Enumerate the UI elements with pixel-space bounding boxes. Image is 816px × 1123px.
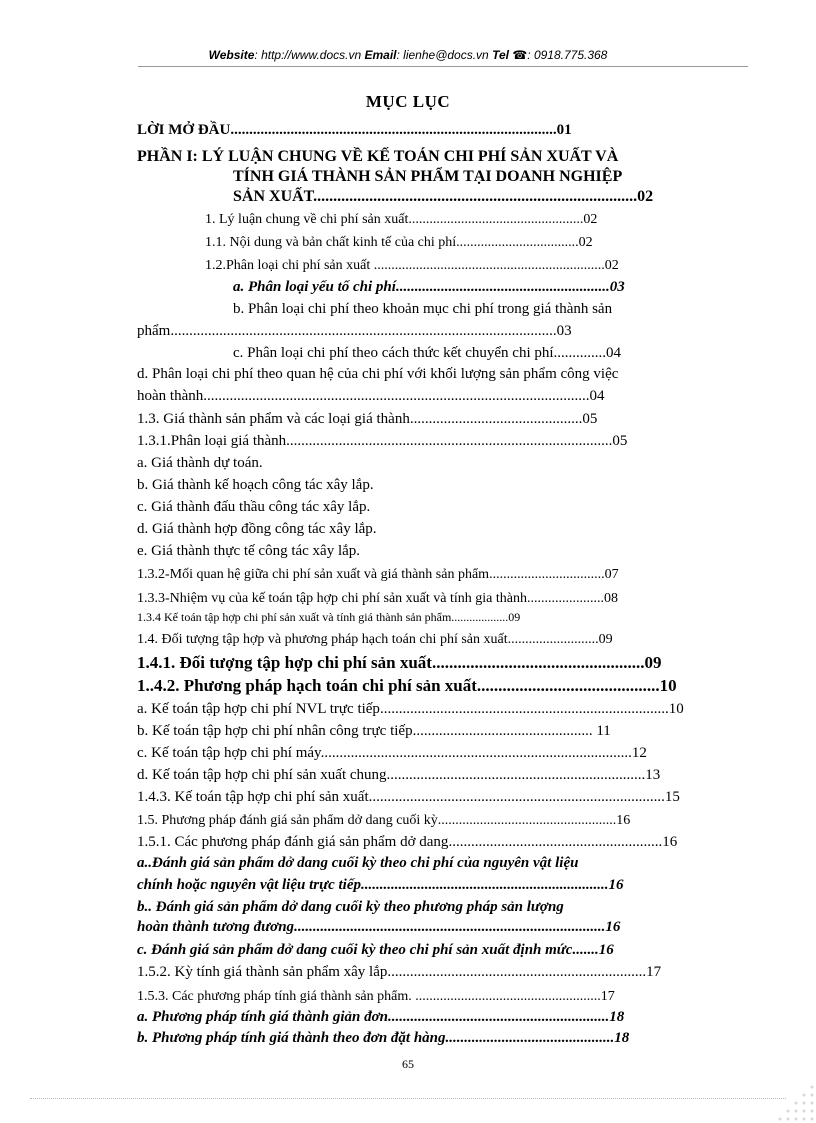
toc-entry: c. Kế toán tập hợp chi phí máy...................................................................................12 (137, 745, 647, 761)
toc-entry: b. Giá thành kế hoạch công tác xây lắp. (137, 477, 374, 493)
toc-entry: a. Phương pháp tính giá thành giản đơn...........................................................18 (137, 1009, 625, 1025)
toc-entry: 1. Lý luận chung về chi phí sản xuất..................................................02 (205, 212, 598, 227)
toc-entry: b.. Đánh giá sản phẩm dở dang cuối kỳ theo phương pháp sản lượng (137, 899, 564, 915)
toc-entry: b. Phương pháp tính giá thành theo đơn đặt hàng.............................................18 (137, 1030, 630, 1046)
toc-entry: b. Phân loại chi phí theo khoản mục chi phí trong giá thành sản (233, 301, 613, 317)
toc-entry: b. Kế toán tập hợp chi phí nhân công trực tiếp................................................ 11 (137, 723, 611, 739)
toc-entry: 1.2.Phân loại chi phí sản xuất ..................................................................02 (205, 258, 619, 273)
toc-entry: 1.5.2. Kỳ tính giá thành sản phẩm xây lắp.....................................................................17 (137, 964, 662, 980)
website-label: Website (208, 48, 255, 62)
toc-entry: 1.3.1.Phân loại giá thành.......................................................................................05 (137, 433, 628, 449)
toc-entry: 1.5.3. Các phương pháp tính giá thành sản phẩm. .....................................................17 (137, 989, 615, 1004)
toc-entry: 1.3. Giá thành sản phẩm và các loại giá thành..............................................05 (137, 411, 598, 427)
toc-entry: a. Phân loại yếu tố chi phí.........................................................03 (233, 279, 625, 295)
toc-entry: 1.3.2-Mối quan hệ giữa chi phí sản xuất và giá thành sản phẩm.................................07 (137, 567, 619, 582)
toc-entry: hoàn thành.......................................................................................................04 (137, 388, 605, 404)
toc-entry: d. Phân loại chi phí theo quan hệ của chi phí với khối lượng sản phẩm công việc (137, 366, 619, 382)
toc-entry: 1.3.3-Nhiệm vụ của kế toán tập hợp chi phí sản xuất và tính gia thành......................08 (137, 591, 618, 606)
toc-entry: 1.4.3. Kế toán tập hợp chi phí sản xuất...............................................................................15 (137, 789, 680, 805)
corner-dot-pattern (716, 1023, 816, 1123)
toc-entry: 1.5. Phương pháp đánh giá sản phẩm dở dang cuối kỳ...................................................16 (137, 813, 631, 828)
footer-divider (30, 1098, 786, 1099)
toc-entry: 1.4. Đối tượng tập hợp và phương pháp hạch toán chi phí sản xuất..........................09 (137, 632, 613, 647)
tel-label: Tel (492, 48, 509, 62)
email-value: : lienhe@docs.vn (396, 48, 489, 62)
toc-entry: a. Giá thành dự toán. (137, 455, 263, 471)
phone-icon: ☎ (512, 48, 528, 62)
toc-entry: 1.3.4 Kế toán tập hợp chi phí sản xuất và tính giá thành sản phẩm...................09 (137, 610, 521, 624)
toc-entry: 1.5.1. Các phương pháp đánh giá sản phẩm dở dang.........................................................16 (137, 834, 678, 850)
toc-entry: hoàn thành tương đương...................................................................................16 (137, 919, 621, 935)
toc-entry: c. Giá thành đấu thầu công tác xây lắp. (137, 499, 371, 515)
toc-title: MỤC LỤC (365, 92, 451, 111)
toc-entry: d. Kế toán tập hợp chi phí sản xuất chung.....................................................................13 (137, 767, 661, 783)
toc-entry: c. Đánh giá sản phẩm dở dang cuối kỳ theo chi phí sản xuất định mức.......16 (137, 942, 614, 958)
email-label: Email (364, 48, 397, 62)
toc-entry: PHẦN I: LÝ LUẬN CHUNG VỀ KẾ TOÁN CHI PHÍ SẢN XUẤT VÀ (137, 148, 619, 165)
toc-entry: e. Giá thành thực tế công tác xây lắp. (137, 543, 361, 559)
toc-entry: a..Đánh giá sản phẩm dở dang cuối kỳ theo chi phí của nguyên vật liệu (137, 855, 579, 871)
toc-entry: 1.1. Nội dung và bản chất kinh tế của chi phí...................................02 (205, 235, 593, 250)
toc-entry: d. Giá thành hợp đồng công tác xây lắp. (137, 521, 377, 537)
toc-entry: SẢN XUẤT.................................................................................02 (233, 188, 654, 205)
toc-entry: phẩm.......................................................................................................03 (137, 323, 572, 339)
toc-entry: 1.4.1. Đối tượng tập hợp chi phí sản xuất..................................................09 (137, 653, 662, 672)
toc-entry: chính hoặc nguyên vật liệu trực tiếp..................................................................16 (137, 877, 624, 893)
page-number: 65 (402, 1057, 414, 1071)
toc-entry: 1..4.2. Phương pháp hạch toán chi phí sản xuất...........................................10 (137, 676, 677, 695)
tel-value: : 0918.775.368 (527, 48, 608, 62)
website-value: : http://www.docs.vn (254, 48, 362, 62)
toc-entry: TÍNH GIÁ THÀNH SẢN PHẨM TẠI DOANH NGHIỆP (233, 168, 623, 185)
toc-entry: c. Phân loại chi phí theo cách thức kết chuyển chi phí..............04 (233, 345, 622, 361)
toc-entry: LỜI MỞ ĐẦU.......................................................................................01 (137, 122, 572, 138)
toc-entry: a. Kế toán tập hợp chi phí NVL trực tiếp.............................................................................10 (137, 701, 684, 717)
